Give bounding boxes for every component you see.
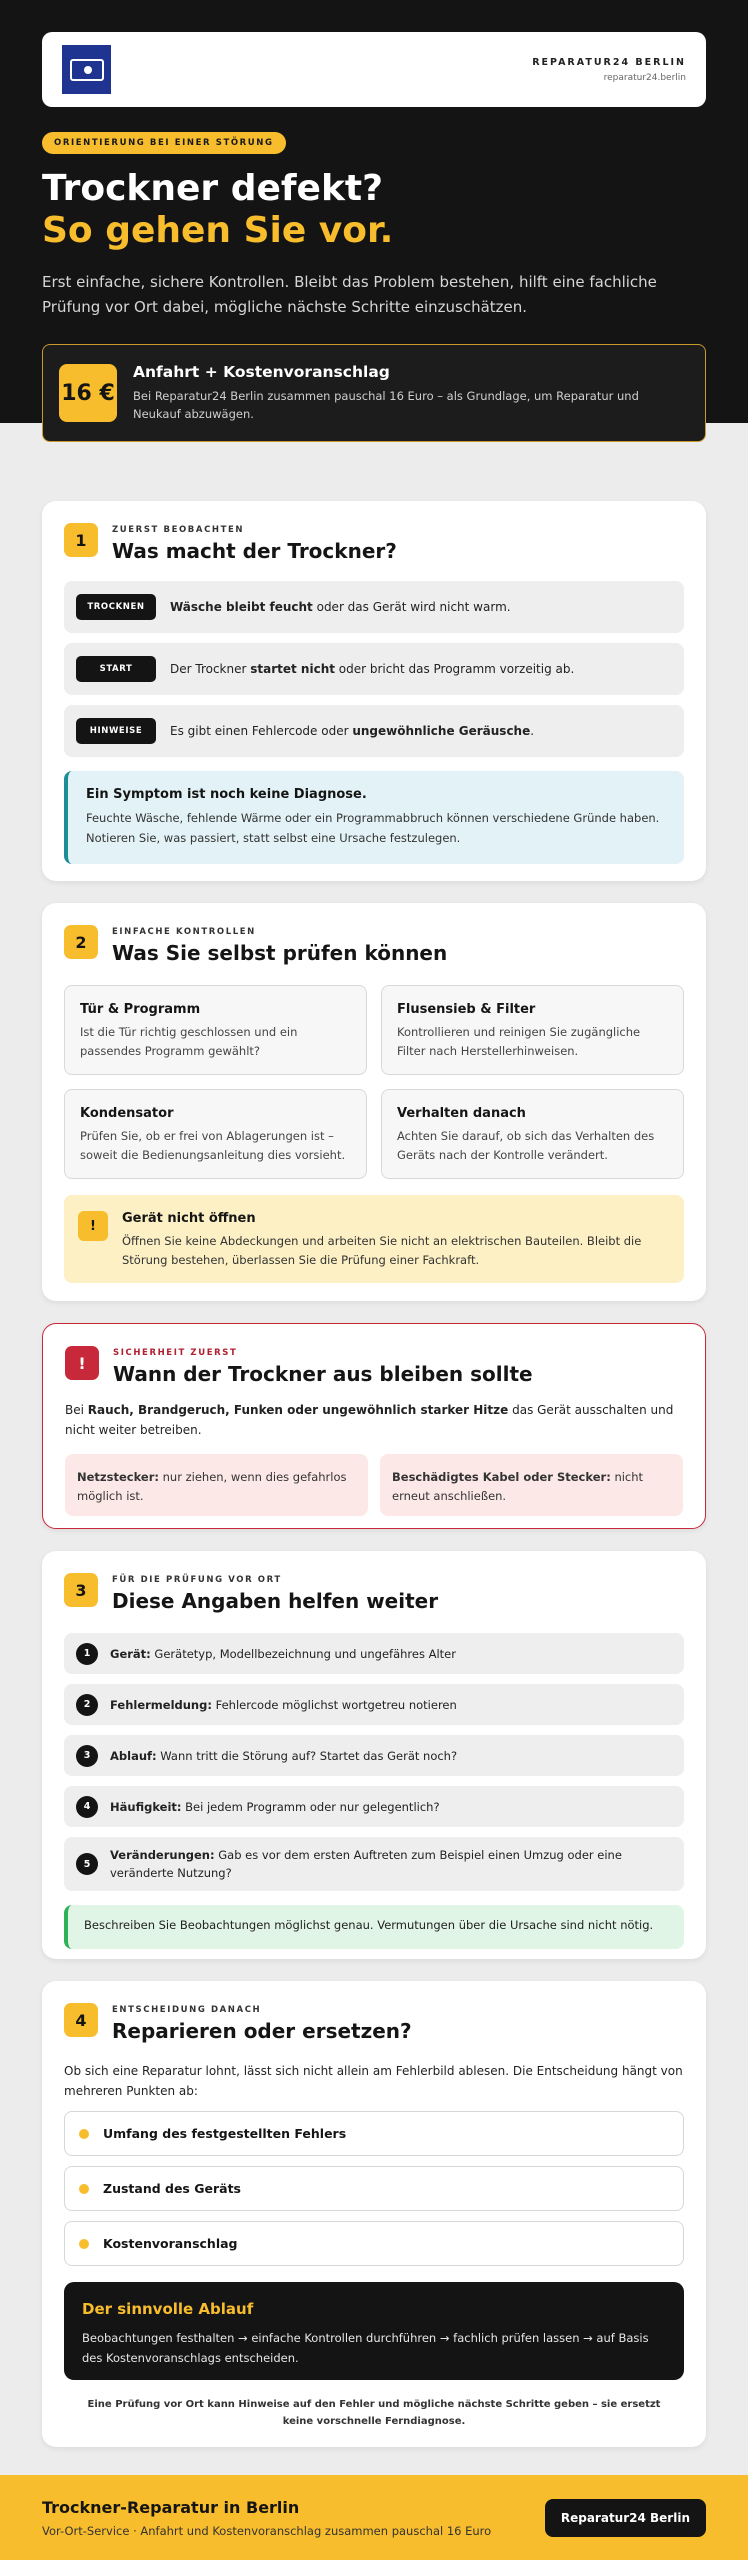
no-open-warning bbox=[64, 1195, 684, 1283]
details-title: Diese Angaben helfen weiter bbox=[112, 1589, 439, 1613]
price-desc: Bei Reparatur24 Berlin zusammen pauschal 16 Euro – als Grundlage, um Reparatur und Neukauf abzuwägen. bbox=[133, 389, 639, 421]
symptom-text: Es gibt einen Fehlercode oder ungewöhnliche Geräusche. bbox=[170, 724, 535, 738]
safety-card bbox=[42, 1323, 706, 1529]
list-item-number: 5 bbox=[76, 1853, 98, 1875]
list-item bbox=[64, 1786, 684, 1827]
symptom-row bbox=[64, 581, 684, 633]
brand-info bbox=[532, 57, 686, 83]
check-item bbox=[64, 985, 367, 1075]
checks-eyebrow: EINFACHE KONTROLLEN bbox=[112, 927, 256, 937]
safety-grid bbox=[65, 1454, 683, 1516]
list-item-number: 1 bbox=[76, 1643, 98, 1665]
criterion-item bbox=[64, 2221, 684, 2266]
bullet-dot-icon bbox=[79, 2239, 89, 2249]
footer-title: Trockner-Reparatur in Berlin bbox=[42, 2497, 300, 2517]
checks-grid bbox=[64, 985, 684, 1179]
list-item-number: 2 bbox=[76, 1694, 98, 1716]
symptom-text: Wäsche bleibt feucht oder das Gerät wird nicht warm. bbox=[170, 600, 511, 614]
checks-title: Was Sie selbst prüfen können bbox=[112, 941, 448, 965]
details-eyebrow: FÜR DIE PRÜFUNG VOR ORT bbox=[112, 1575, 282, 1585]
checks-card bbox=[42, 903, 706, 1301]
diagnosis-note bbox=[64, 771, 684, 864]
criterion-text: Umfang des festgestellten Fehlers bbox=[103, 2126, 347, 2141]
bullet-dot-icon bbox=[79, 2129, 89, 2139]
price-title: Anfahrt + Kostenvoranschlag bbox=[133, 363, 390, 381]
observe-card bbox=[42, 501, 706, 881]
check-item-body: Ist die Tür richtig geschlossen und ein passendes Programm gewählt? bbox=[80, 1025, 298, 1058]
details-list bbox=[64, 1633, 684, 1891]
list-item-text: Häufigkeit: Bei jedem Programm oder nur gelegentlich? bbox=[110, 1799, 440, 1814]
contact-button[interactable]: Reparatur24 Berlin bbox=[545, 2499, 706, 2537]
check-item-title: Kondensator bbox=[80, 1106, 174, 1121]
list-item-number: 4 bbox=[76, 1796, 98, 1818]
list-item-number: 3 bbox=[76, 1745, 98, 1767]
hero-pill: ORIENTIERUNG BEI EINER STÖRUNG bbox=[42, 132, 286, 154]
step-number-badge: 2 bbox=[64, 925, 98, 959]
warning-icon: ! bbox=[78, 1211, 108, 1241]
warning-body: Öffnen Sie keine Abdeckungen und arbeiten Sie nicht an elektrischen Bauteilen. Bleibt die Störung bestehen, überlassen Sie die Prüfung einer Fachkraft. bbox=[122, 1234, 642, 1267]
hero-title-accent: So gehen Sie vor. bbox=[42, 210, 394, 251]
check-item-title: Verhalten danach bbox=[397, 1106, 526, 1121]
content bbox=[0, 423, 748, 2447]
diagnosis-note-title: Ein Symptom ist noch keine Diagnose. bbox=[86, 787, 367, 802]
list-item bbox=[64, 1633, 684, 1674]
check-item bbox=[64, 1089, 367, 1179]
hero-lead: Erst einfache, sichere Kontrollen. Bleibt das Problem bestehen, hilft eine fachliche Prüfung vor Ort dabei, mögliche nächste Schritte einzuschätzen. bbox=[42, 273, 657, 316]
brand-logo-icon[interactable] bbox=[62, 45, 111, 94]
process-box bbox=[64, 2282, 684, 2380]
observation-note: Beschreiben Sie Beobachtungen möglichst genau. Vermutungen über die Ursache sind nicht nötig. bbox=[64, 1905, 684, 1949]
check-item bbox=[381, 1089, 684, 1179]
safety-cell: Netzstecker: nur ziehen, wenn dies gefahrlos möglich ist. bbox=[65, 1454, 368, 1516]
symptom-chip: HINWEISE bbox=[76, 718, 156, 744]
list-item-text: Ablauf: Wann tritt die Störung auf? Startet das Gerät noch? bbox=[110, 1748, 458, 1763]
symptom-text: Der Trockner startet nicht oder bricht das Programm vorzeitig ab. bbox=[170, 662, 575, 676]
hero-section bbox=[0, 0, 748, 423]
bullet-dot-icon bbox=[79, 2184, 89, 2194]
check-item-body: Kontrollieren und reinigen Sie zugängliche Filter nach Herstellerhinweisen. bbox=[397, 1025, 641, 1058]
decide-eyebrow: ENTSCHEIDUNG DANACH bbox=[112, 2005, 262, 2015]
list-item-text: Fehlermeldung: Fehlercode möglichst wortgetreu notieren bbox=[110, 1697, 457, 1712]
safety-eyebrow: SICHERHEIT ZUERST bbox=[113, 1348, 238, 1358]
decide-lead: Ob sich eine Reparatur lohnt, lässt sich nicht allein am Fehlerbild ablesen. Die Entscheidung hängt von mehreren Punkten ab: bbox=[64, 2064, 683, 2098]
details-card bbox=[42, 1551, 706, 1959]
warning-title: Gerät nicht öffnen bbox=[122, 1211, 256, 1226]
list-item-text: Veränderungen: Gab es vor dem ersten Auftreten zum Beispiel einen Umzug oder eine veränderte Nutzung? bbox=[110, 1848, 622, 1880]
observe-eyebrow: ZUERST BEOBACHTEN bbox=[112, 525, 245, 535]
criterion-text: Zustand des Geräts bbox=[103, 2181, 241, 2196]
decide-card bbox=[42, 1981, 706, 2447]
decide-title: Reparieren oder ersetzen? bbox=[112, 2019, 412, 2043]
check-item-title: Tür & Programm bbox=[80, 1002, 201, 1017]
price-tag: 16 € bbox=[59, 364, 117, 422]
symptom-chip: TROCKNEN bbox=[76, 594, 156, 620]
brand-name: REPARATUR24 BERLIN bbox=[532, 56, 686, 68]
process-title: Der sinnvolle Ablauf bbox=[82, 2300, 254, 2318]
list-item bbox=[64, 1837, 684, 1891]
check-item-title: Flusensieb & Filter bbox=[397, 1002, 536, 1017]
footer-subtitle: Vor-Ort-Service · Anfahrt und Kostenvoranschlag zusammen pauschal 16 Euro bbox=[42, 2523, 492, 2538]
criterion-text: Kostenvoranschlag bbox=[103, 2236, 238, 2251]
disclaimer: Eine Prüfung vor Ort kann Hinweise auf den Fehler und mögliche nächste Schritte geben – sie ersetzt keine vorschnelle Ferndiagnose. bbox=[87, 2399, 661, 2427]
safety-cell: Beschädigtes Kabel oder Stecker: nicht erneut anschließen. bbox=[380, 1454, 683, 1516]
process-body: Beobachtungen festhalten → einfache Kontrollen durchführen → fachlich prüfen lassen → auf Basis des Kostenvoranschlags entscheiden. bbox=[82, 2331, 649, 2365]
brand-url[interactable]: reparatur24.berlin bbox=[603, 72, 686, 83]
step-number-badge: 3 bbox=[64, 1573, 98, 1607]
check-item-body: Achten Sie darauf, ob sich das Verhalten des Geräts nach der Kontrolle verändert. bbox=[397, 1129, 655, 1162]
brand-bar bbox=[42, 32, 706, 107]
alert-icon: ! bbox=[65, 1346, 99, 1380]
symptom-row bbox=[64, 705, 684, 757]
diagnosis-note-body: Feuchte Wäsche, fehlende Wärme oder ein Programmabbruch können verschiedene Gründe haben. Notieren Sie, was passiert, statt selbst eine Ursache festzulegen. bbox=[86, 811, 660, 845]
footer-bar bbox=[0, 2475, 748, 2560]
list-item-text: Gerät: Gerätetyp, Modellbezeichnung und ungefähres Alter bbox=[110, 1646, 456, 1661]
safety-lead: Bei Rauch, Brandgeruch, Funken oder ungewöhnlich starker Hitze das Gerät ausschalten und nicht weiter betreiben. bbox=[65, 1403, 674, 1437]
criterion-item bbox=[64, 2166, 684, 2211]
step-number-badge: 1 bbox=[64, 523, 98, 557]
hero-title: Trockner defekt? bbox=[42, 168, 383, 209]
list-item bbox=[64, 1735, 684, 1776]
symptom-row bbox=[64, 643, 684, 695]
step-number-badge: 4 bbox=[64, 2003, 98, 2037]
check-item-body: Prüfen Sie, ob er frei von Ablagerungen ist – soweit die Bedienungsanleitung dies vorsieht. bbox=[80, 1129, 346, 1162]
symptom-chip: START bbox=[76, 656, 156, 682]
criterion-item bbox=[64, 2111, 684, 2156]
observe-title: Was macht der Trockner? bbox=[112, 539, 397, 563]
check-item bbox=[381, 985, 684, 1075]
safety-title: Wann der Trockner aus bleiben sollte bbox=[113, 1362, 533, 1386]
list-item bbox=[64, 1684, 684, 1725]
